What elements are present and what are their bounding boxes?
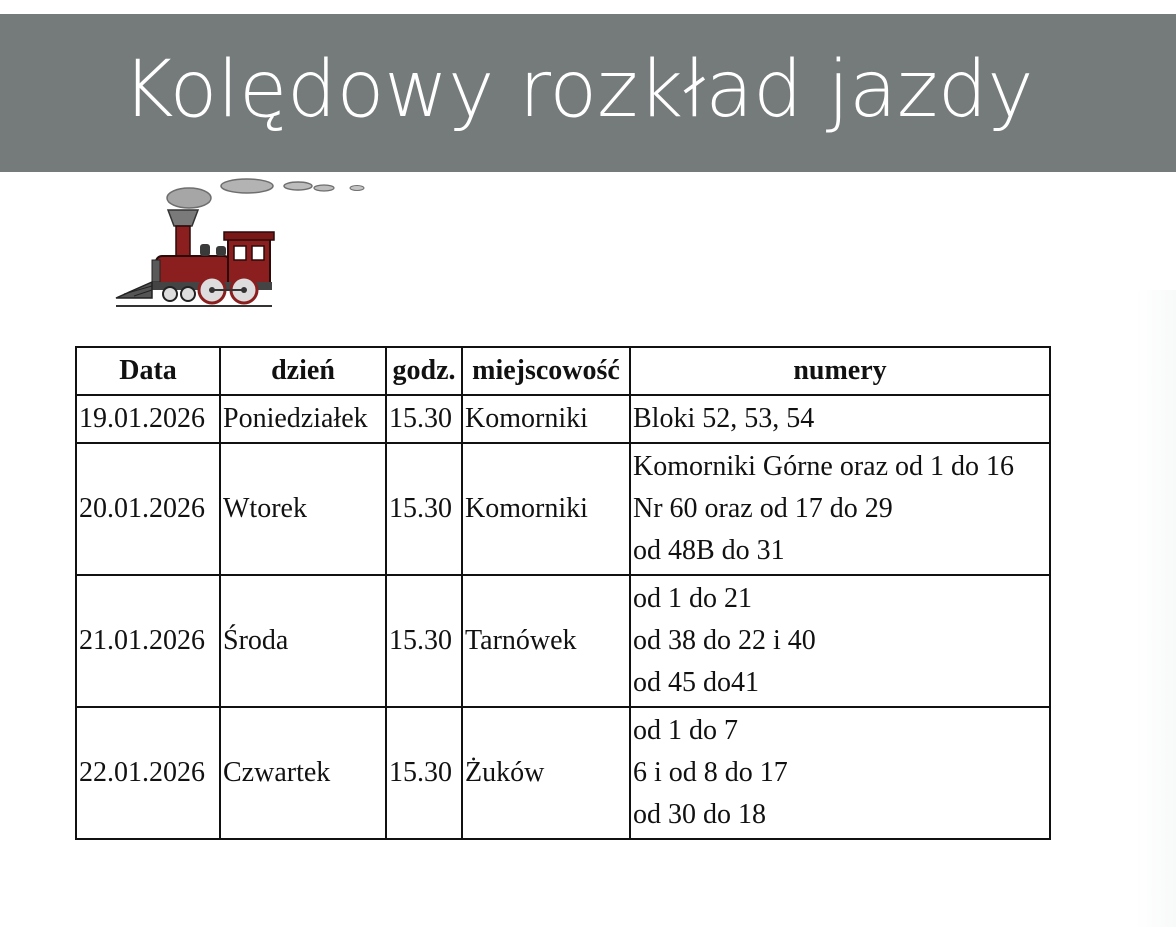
title-banner xyxy=(0,14,1176,172)
cell-day: Poniedziałek xyxy=(220,395,386,443)
table-row xyxy=(76,575,1050,707)
numbers-line: od 48B do 31 xyxy=(633,535,785,566)
cell-date: 22.01.2026 xyxy=(76,707,220,839)
numbers-line: 6 i od 8 do 17 xyxy=(633,757,788,788)
numbers-line: od 1 do 21 xyxy=(633,583,752,614)
cell-date: 19.01.2026 xyxy=(76,395,220,443)
numbers-line: od 38 do 22 i 40 xyxy=(633,625,816,656)
cell-numbers xyxy=(630,707,1050,839)
numbers-line: od 45 do41 xyxy=(633,667,759,698)
cell-town: Tarnówek xyxy=(462,575,630,707)
cell-hour: 15.30 xyxy=(386,575,462,707)
header-hour: godz. xyxy=(386,347,462,395)
cell-hour: 15.30 xyxy=(386,707,462,839)
cell-day: Wtorek xyxy=(220,443,386,575)
cell-numbers xyxy=(630,395,1050,443)
table-row xyxy=(76,707,1050,839)
top-strip xyxy=(0,0,1176,14)
numbers-line: Bloki 52, 53, 54 xyxy=(633,403,815,434)
numbers-line: od 30 do 18 xyxy=(633,799,766,830)
cell-numbers xyxy=(630,443,1050,575)
cell-town: Komorniki xyxy=(462,395,630,443)
cell-town: Żuków xyxy=(462,707,630,839)
header-day: dzień xyxy=(220,347,386,395)
numbers-line: Nr 60 oraz od 17 do 29 xyxy=(633,493,893,524)
page-edge-shadow xyxy=(1136,290,1176,927)
cell-numbers xyxy=(630,575,1050,707)
cell-hour: 15.30 xyxy=(386,443,462,575)
header-town: miejscowość xyxy=(462,347,630,395)
page-title: Kolędowy rozkład jazdy xyxy=(122,45,1034,135)
cell-hour: 15.30 xyxy=(386,395,462,443)
table-row xyxy=(76,443,1050,575)
cell-date: 21.01.2026 xyxy=(76,575,220,707)
cell-date: 20.01.2026 xyxy=(76,443,220,575)
cell-day: Czwartek xyxy=(220,707,386,839)
numbers-line: od 1 do 7 xyxy=(633,715,738,746)
header-date: Data xyxy=(76,347,220,395)
steam-locomotive-icon xyxy=(112,174,372,310)
header-numbers: numery xyxy=(630,347,1050,395)
cell-town: Komorniki xyxy=(462,443,630,575)
table-header-row xyxy=(76,347,1050,395)
schedule-table xyxy=(75,346,1051,840)
cell-day: Środa xyxy=(220,575,386,707)
table-row xyxy=(76,395,1050,443)
numbers-line: Komorniki Górne oraz od 1 do 16 xyxy=(633,451,1015,482)
